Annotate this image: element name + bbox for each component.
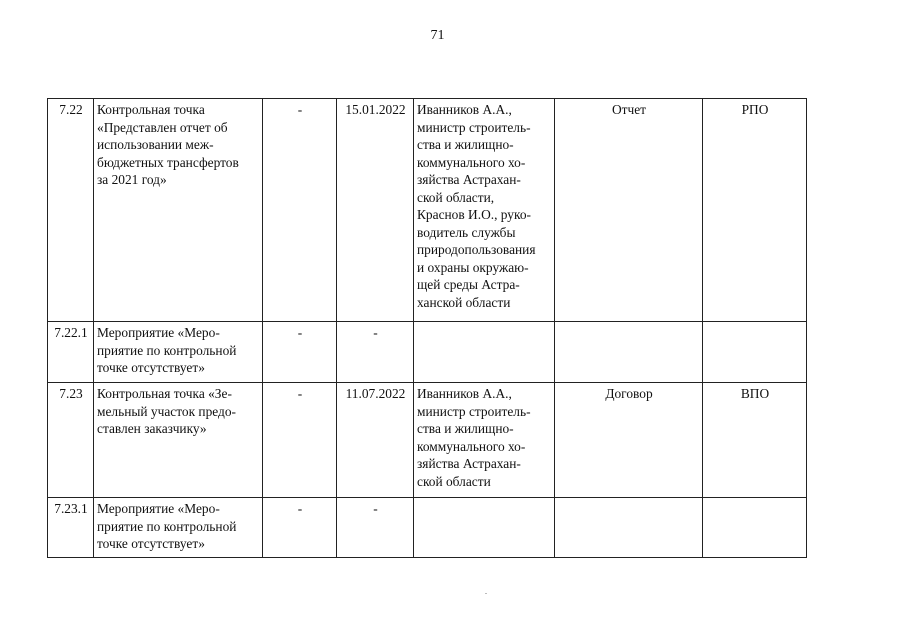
responsible-line: щей среды Астра- [417, 277, 520, 292]
name-line: Контрольная точка «Зе- [97, 386, 232, 401]
responsible-line: коммунального хо- [417, 154, 526, 170]
result-cell: Отчет [555, 99, 703, 322]
scan-speck [485, 593, 487, 594]
responsible-cell [414, 99, 555, 322]
responsible-line: ской области, [417, 189, 495, 205]
responsible-line: Краснов И.О., руко- [417, 207, 531, 222]
responsible-line: зяйства Астрахан- [417, 172, 521, 187]
control-cell: РПО [703, 99, 807, 322]
table-row [48, 383, 807, 498]
name-cell [94, 498, 263, 558]
name-line: приятие по контрольной [97, 342, 237, 358]
end-date-cell: 11.07.2022 [337, 383, 414, 498]
name-line: бюджетных трансфертов [97, 154, 239, 170]
name-line: за 2021 год» [97, 172, 167, 187]
name-cell [94, 383, 263, 498]
name-line: точке отсутствует» [97, 360, 205, 375]
name-line: «Представлен отчет об [97, 119, 228, 135]
control-cell [703, 322, 807, 383]
responsible-cell [414, 322, 555, 383]
start-date-cell: - [263, 322, 337, 383]
start-date-cell: - [263, 383, 337, 498]
name-line: Мероприятие «Меро- [97, 501, 220, 516]
row-number-cell: 7.22 [48, 99, 94, 322]
end-date-cell: 15.01.2022 [337, 99, 414, 322]
responsible-line: Иванников А.А., [417, 102, 512, 117]
name-cell [94, 322, 263, 383]
name-line: точке отсутствует» [97, 536, 205, 551]
end-date-cell: - [337, 498, 414, 558]
name-line: приятие по контрольной [97, 518, 237, 534]
row-number-cell: 7.22.1 [48, 322, 94, 383]
responsible-line: ской области [417, 473, 491, 489]
result-cell: Договор [555, 383, 703, 498]
responsible-line: Иванников А.А., [417, 386, 512, 401]
result-cell [555, 498, 703, 558]
name-line: ставлен заказчику» [97, 421, 207, 436]
responsible-line: зяйства Астрахан- [417, 456, 521, 471]
responsible-line: министр строитель- [417, 119, 531, 135]
control-cell: ВПО [703, 383, 807, 498]
name-line: использовании меж- [97, 137, 214, 152]
start-date-cell: - [263, 99, 337, 322]
table-row [48, 99, 807, 322]
name-line: Мероприятие «Меро- [97, 325, 220, 340]
name-cell [94, 99, 263, 322]
name-line: Контрольная точка [97, 102, 205, 117]
plan-table [47, 98, 807, 558]
result-cell [555, 322, 703, 383]
end-date-cell: - [337, 322, 414, 383]
name-line: мельный участок предо- [97, 403, 237, 419]
table-row [48, 322, 807, 383]
responsible-line: министр строитель- [417, 403, 531, 419]
responsible-line: ства и жилищно- [417, 421, 514, 436]
responsible-line: природопользования [417, 242, 536, 257]
responsible-line: ханской области [417, 294, 511, 310]
responsible-line: водитель службы [417, 224, 516, 240]
control-cell [703, 498, 807, 558]
responsible-cell [414, 498, 555, 558]
responsible-line: коммунального хо- [417, 438, 526, 454]
row-number-cell: 7.23 [48, 383, 94, 498]
responsible-line: ства и жилищно- [417, 137, 514, 152]
row-number-cell: 7.23.1 [48, 498, 94, 558]
table-row [48, 498, 807, 558]
responsible-line: и охраны окружаю- [417, 259, 529, 275]
page-number: 71 [430, 28, 445, 43]
start-date-cell: - [263, 498, 337, 558]
responsible-cell [414, 383, 555, 498]
